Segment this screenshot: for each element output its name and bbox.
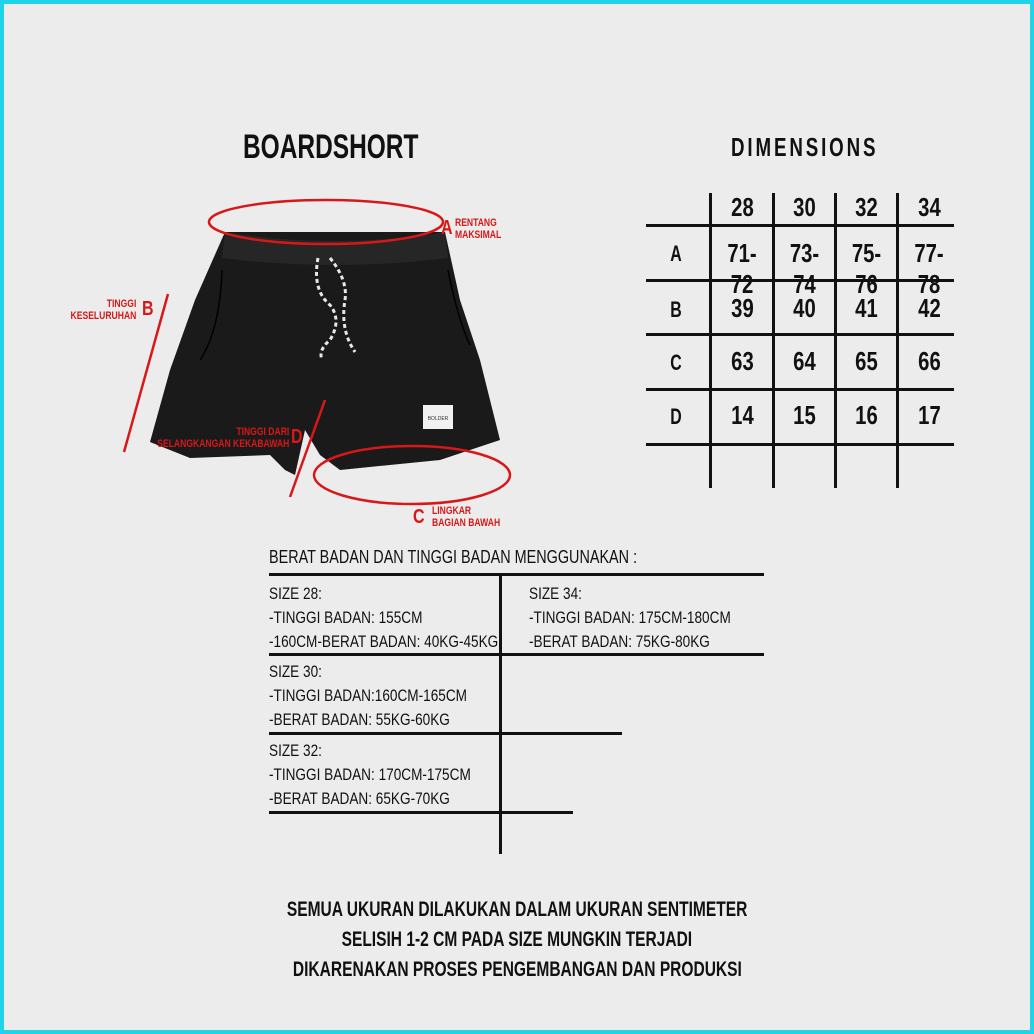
cell-b-30: 40 [793, 293, 816, 323]
size-header-32: 32 [855, 192, 878, 222]
cell-d-32: 16 [855, 400, 878, 430]
label-d-text: TINGGI DARI SELANGKANGAN KEKABAWAH [156, 426, 289, 450]
product-title: BOARDSHORT [243, 128, 419, 166]
footer-line-1: SEMUA UKURAN DILAKUKAN DALAM UKURAN SENTIMETER [286, 898, 748, 921]
cell-d-34: 17 [917, 400, 941, 430]
label-c-text: LINGKAR BAGIAN BAWAH [432, 505, 501, 529]
label-a-text: RENTANG MAKSIMAL [455, 217, 502, 241]
row-label-c: C [670, 350, 682, 375]
body-size-heading: BERAT BADAN DAN TINGGI BADAN MENGGUNAKAN : [269, 547, 638, 567]
row-label-a: A [670, 241, 682, 266]
cell-a-34: 77-78 [914, 238, 944, 299]
cell-b-32: 41 [855, 293, 878, 323]
label-a-letter: A [441, 217, 453, 239]
product-tag-text: BOLDER [427, 416, 449, 422]
cell-a-32: 75-76 [851, 238, 882, 299]
size-header-34: 34 [917, 192, 941, 222]
cell-a-28: 71-72 [727, 238, 757, 299]
size32-block: SIZE 32: -TINGGI BADAN: 170CM-175CM -BERAT BADAN: 65KG-70KG [269, 741, 471, 808]
size-header-28: 28 [730, 192, 754, 222]
cell-a-30: 73-74 [789, 238, 820, 299]
label-d-letter: D [291, 426, 303, 448]
cell-c-30: 64 [793, 346, 816, 376]
footer-line-2: SELISIH 1-2 CM PADA SIZE MUNGKIN TERJADI [341, 928, 693, 951]
footer-line-3: DIKARENAKAN PROSES PENGEMBANGAN DAN PRODUKSI [292, 958, 742, 981]
size-header-30: 30 [793, 192, 816, 222]
row-label-d: D [670, 404, 682, 429]
cell-c-32: 65 [855, 346, 878, 376]
size30-block: SIZE 30: -TINGGI BADAN:160CM-165CM -BERAT BADAN: 55KG-60KG [269, 662, 467, 729]
cell-c-28: 63 [730, 346, 754, 376]
label-b-letter: B [142, 298, 154, 320]
size28-block: SIZE 28: -TINGGI BADAN: 155CM -160CM-BERAT BADAN: 40KG-45KG [269, 584, 499, 651]
label-c-letter: C [413, 506, 425, 528]
label-b-text: TINGGI KESELURUHAN [70, 298, 136, 322]
cell-b-34: 42 [917, 293, 941, 323]
dimensions-title: DIMENSIONS [731, 132, 879, 162]
cell-d-28: 14 [730, 400, 754, 430]
cell-d-30: 15 [793, 400, 816, 430]
cell-b-28: 39 [730, 293, 754, 323]
row-label-b: B [670, 297, 682, 322]
cell-c-34: 66 [917, 346, 941, 376]
size34-block: SIZE 34: -TINGGI BADAN: 175CM-180CM -BERAT BADAN: 75KG-80KG [529, 584, 731, 651]
